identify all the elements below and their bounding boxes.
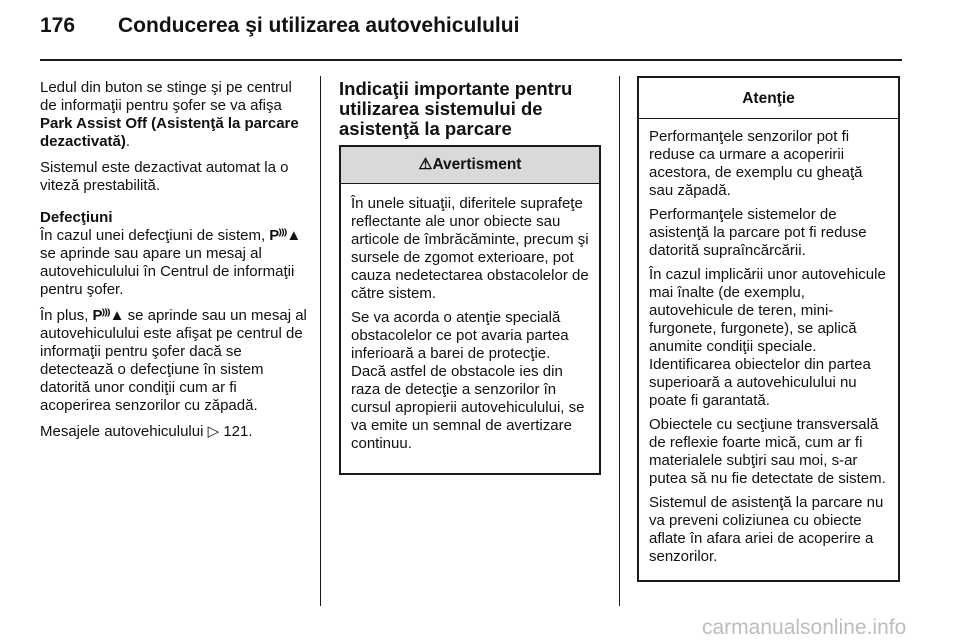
paragraph-fault: În cazul unei defecţiuni de sistem, P⁾⁾⁾▲ se aprinde sau apare un mesaj al autovehiculului în Centrul de informaţii pentru şofer. bbox=[40, 227, 301, 298]
warning-paragraph: Se va acorda o atenţie specială obstacolelor ce pot avaria partea inferioară a barei de protecţie. Dacă astfel de obstacole ies din raza de detecţie a senzorilor în cursul apropierii autovehiculului, se va emite un semnal de avertizare continuu. bbox=[351, 309, 585, 452]
paragraph-led-off: Ledul din buton se stinge şi pe centrul de informaţii pentru şofer se va afişa Park Assist Off (Asistenţă la parcare dezactivată). bbox=[40, 79, 299, 150]
attention-paragraph: În cazul implicării unor autovehicule mai înalte (de exemplu, autovehicule de teren, mini-furgonete, furgonete), se aplică anumite condiţii speciale. Identificarea obiectelor din partea superioară a autovehiculului nu poate fi garantată. bbox=[649, 266, 886, 409]
warning-box bbox=[339, 145, 601, 475]
warning-title: ⚠Avertisment bbox=[341, 147, 599, 184]
header-rule bbox=[40, 59, 902, 61]
page-title: Conducerea şi utilizarea autovehiculului bbox=[118, 14, 520, 37]
page-number: 176 bbox=[40, 14, 76, 37]
attention-paragraph: Performanţele sistemelor de asistenţă la parcare pot fi reduse datorită supraîncărcării. bbox=[649, 206, 867, 259]
page-header bbox=[40, 14, 519, 38]
left-column bbox=[40, 79, 308, 449]
attention-paragraph: Sistemul de asistenţă la parcare nu va preveni coliziunea cu obiecte aflate în afara ariei de acoperire a senzorilor. bbox=[649, 494, 884, 565]
attention-box bbox=[637, 76, 900, 582]
paragraph-fault-extra: În plus, P⁾⁾⁾▲ se aprinde sau un mesaj al autovehiculului este afişat pe centrul de informaţii pentru şofer dacă se detectează o defecţiune în sistem datorită unor condiţii cum ar fi acoperirea senzorilor cu zăpadă. bbox=[40, 307, 307, 414]
page-reference-link[interactable]: 121 bbox=[223, 423, 249, 440]
attention-title: Atenţie bbox=[639, 78, 898, 119]
watermark: carmanualsonline.info bbox=[702, 616, 907, 639]
attention-paragraph: Performanţele senzorilor pot fi reduse ca urmare a acoperirii acestora, de exemplu cu gheaţă sau zăpadă. bbox=[649, 128, 863, 199]
paragraph-auto-disable: Sistemul este dezactivat automat la o viteză prestabilită. bbox=[40, 159, 289, 194]
warning-paragraph: În unele situaţii, diferitele suprafeţe reflectante ale unor obiecte sau articole de îmbrăcăminte, precum şi sursele de zgomot exterioare, pot cauza nedetectarea obstacolelor de către sistem. bbox=[351, 195, 589, 302]
warning-icon: ⚠ bbox=[418, 156, 433, 173]
warning-body bbox=[341, 184, 599, 453]
column-divider-right bbox=[619, 76, 620, 606]
faults-heading: Defecţiuni bbox=[40, 209, 113, 226]
park-assist-icon: P⁾⁾⁾▲ bbox=[269, 227, 301, 244]
page-reference-icon: ▷ bbox=[207, 423, 220, 440]
park-assist-icon: P⁾⁾⁾▲ bbox=[92, 307, 124, 324]
park-assist-off-message: Park Assist Off (Asistenţă la parcare dezactivată) bbox=[40, 115, 299, 150]
paragraph-vehicle-messages: Mesajele autovehiculului ▷ 121. bbox=[40, 423, 253, 440]
section-heading: Indicaţii importante pentru utilizarea sistemului de asistenţă la parcare bbox=[339, 78, 573, 139]
middle-column-heading-wrap bbox=[339, 79, 601, 147]
attention-paragraph: Obiectele cu secţiune transversală de reflexie foarte mică, cum ar fi materialele subţiri sau moi, s-ar putea să nu fie detectate de sistem. bbox=[649, 416, 886, 487]
column-divider-left bbox=[320, 76, 321, 606]
attention-body bbox=[639, 119, 898, 566]
